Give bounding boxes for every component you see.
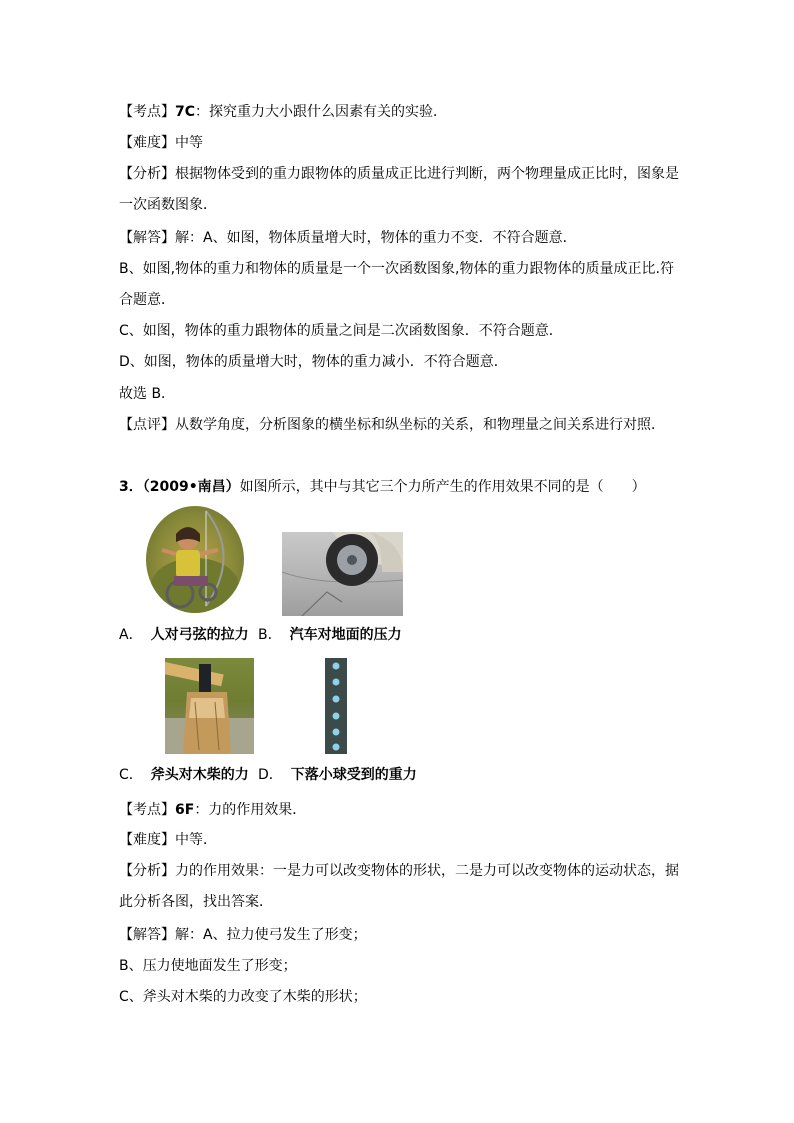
car-tire-photo bbox=[282, 532, 403, 616]
solution-c-line: C、如图，物体的重力跟物体的质量之间是二次函数图象．不符合题意． bbox=[119, 323, 563, 339]
nandu-text: 中等． bbox=[175, 832, 217, 848]
kaodian-text: ：力的作用效果． bbox=[194, 802, 307, 818]
question-text: 如图所示，其中与其它三个力所产生的作用效果不同的是（ ） bbox=[239, 479, 646, 495]
kaodian-tag: 【考点】 bbox=[119, 802, 175, 818]
fenxi-line-4: 此分析各图，找出答案． bbox=[119, 894, 273, 910]
question-source: （2009•南昌） bbox=[142, 479, 240, 495]
option-d[interactable] bbox=[258, 765, 417, 785]
kaodian-tag: 【考点】 bbox=[119, 104, 175, 120]
dianping-text: 从数学角度，分析图象的横坐标和纵坐标的关系，和物理量之间关系进行对照． bbox=[175, 417, 665, 433]
option-c[interactable] bbox=[119, 765, 249, 785]
nandu-tag: 【难度】 bbox=[119, 832, 175, 848]
answer-line: 故选 B． bbox=[119, 386, 176, 402]
archer-illustration bbox=[146, 506, 244, 613]
nandu-text: 中等 bbox=[175, 135, 203, 151]
dianping-tag: 【点评】 bbox=[119, 417, 175, 433]
jieda-text: 解：A、拉力使弓发生了形变； bbox=[175, 927, 367, 943]
option-b-label: 汽车对地面的压力 bbox=[289, 627, 402, 643]
fenxi-tag: 【分析】 bbox=[119, 863, 175, 879]
solution-b-line-2: 合题意． bbox=[119, 292, 175, 308]
solution-b-line-1: B、如图,物体的重力和物体的质量是一个一次函数图象,物体的重力跟物体的质量成正比.符 bbox=[119, 261, 674, 277]
question-number: 3． bbox=[119, 479, 143, 495]
nandu-line-2 bbox=[119, 830, 217, 850]
option-a-letter: A． bbox=[119, 627, 143, 643]
fenxi-line-1 bbox=[119, 164, 679, 184]
falling-balls-illustration bbox=[325, 658, 347, 754]
archer-photo bbox=[146, 506, 244, 613]
solution2-b-line: B、压力使地面发生了形变； bbox=[119, 958, 297, 974]
jieda-text: 解：A、如图，物体质量增大时，物体的重力不变．不符合题意． bbox=[175, 230, 577, 246]
option-a[interactable] bbox=[119, 625, 249, 645]
falling-balls-photo bbox=[325, 658, 347, 754]
jieda-line-2 bbox=[119, 925, 367, 945]
option-d-label: 下落小球受到的重力 bbox=[290, 767, 417, 783]
fenxi-line-2: 一次函数图象． bbox=[119, 197, 217, 213]
question-3-stem bbox=[119, 477, 646, 497]
nandu-line-1 bbox=[119, 133, 203, 153]
axe-wood-illustration bbox=[165, 658, 254, 754]
fenxi-tag: 【分析】 bbox=[119, 166, 175, 182]
fenxi-text: 根据物体受到的重力跟物体的质量成正比进行判断，两个物理量成正比时，图象是 bbox=[175, 166, 679, 182]
kaodian-line-2 bbox=[119, 800, 306, 820]
option-c-label: 斧头对木柴的力 bbox=[150, 767, 249, 783]
option-d-letter: D． bbox=[258, 767, 283, 783]
axe-wood-photo bbox=[165, 658, 254, 754]
option-a-label: 人对弓弦的拉力 bbox=[150, 627, 249, 643]
jieda-tag: 【解答】 bbox=[119, 230, 175, 246]
dianping-line bbox=[119, 415, 665, 435]
option-c-letter: C． bbox=[119, 767, 143, 783]
fenxi-text: 力的作用效果：一是力可以改变物体的形状，二是力可以改变物体的运动状态，据 bbox=[175, 863, 679, 879]
jieda-line-1 bbox=[119, 228, 577, 248]
fenxi-line-3 bbox=[119, 861, 679, 881]
solution-d-line: D、如图，物体的质量增大时，物体的重力减小．不符合题意． bbox=[119, 354, 508, 370]
nandu-tag: 【难度】 bbox=[119, 135, 175, 151]
kaodian-code: 7C bbox=[175, 104, 196, 120]
kaodian-text: ：探究重力大小跟什么因素有关的实验． bbox=[195, 104, 448, 120]
jieda-tag: 【解答】 bbox=[119, 927, 175, 943]
kaodian-code: 6F bbox=[175, 802, 195, 818]
kaodian-line-1 bbox=[119, 102, 447, 122]
car-tire-illustration bbox=[282, 532, 403, 616]
solution2-c-line: C、斧头对木柴的力改变了木柴的形状； bbox=[119, 989, 367, 1005]
option-b[interactable] bbox=[258, 625, 402, 645]
option-b-letter: B． bbox=[258, 627, 282, 643]
